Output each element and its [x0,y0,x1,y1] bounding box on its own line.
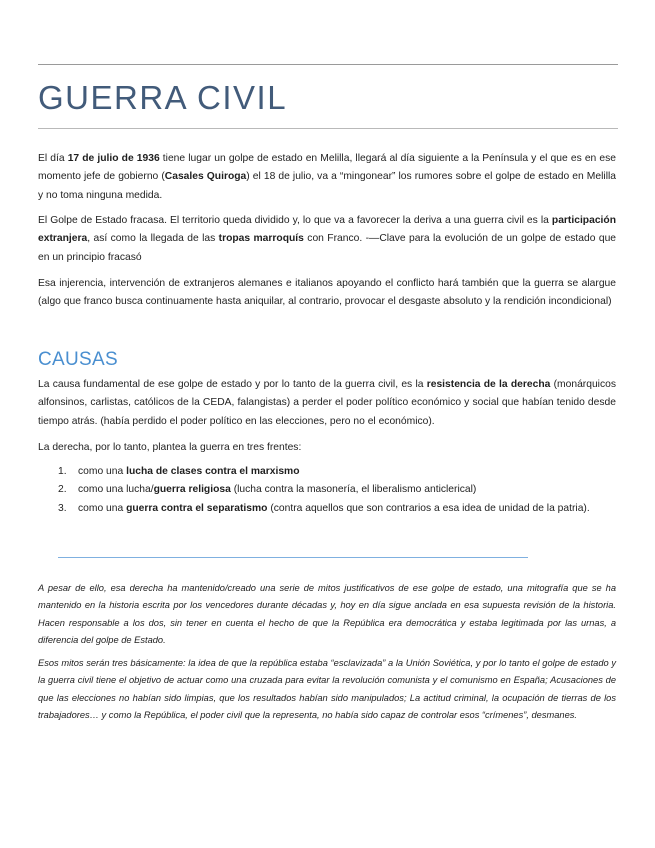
list-item-number: 1. [58,466,67,477]
paragraph-fracaso: El Golpe de Estado fracasa. El territorio queda dividido y, lo que va a favorecer la deriva a una guerra civil es la participación extranjera, así como la llegada de las tropas marroquís con Franco. -—Clave para la evolución de un golpe de estado que en un principio fracasó [38,215,617,263]
list-item [38,481,616,499]
section-heading-causas: CAUSAS [38,349,118,370]
list-item-number: 3. [58,502,67,514]
paragraph-tres-frentes: La derecha, por lo tanto, plantea la guerra en tres frentes: [38,442,302,453]
frentes-list [38,463,616,518]
page-title: GUERRA CIVIL [38,79,288,116]
italic-paragraph-mitos: A pesar de ello, esa derecha ha mantenido/creado una serie de mitos justificativos de ese golpe de estado, una mitografía que se ha mantenido en la historia escrita por los vencedores durante décadas y, hoy en día sigue anclada en esa supuesta revisión de la historia. Hacen responsable a los dos, sin tener en cuenta el hecho de que la República era democrática y estaba legitimada por las urnas, a diferencia del golpe de Estado. [38,583,616,646]
list-item-text: como una lucha/guerra religiosa (lucha contra la masonería, el liberalismo anticlerical) [78,484,477,496]
title-underline [38,128,618,129]
paragraph-injerencia: Esa injerencia, intervención de extranjeros alemanes e italianos apoyando el conflicto hará también que la guerra se alargue (algo que franco busca continuamente hasta aniquilar, al contrario, provocar el desgaste absoluto y la rendición incondicional) [38,278,616,308]
paragraph-golpe: El día 17 de julio de 1936 tiene lugar un golpe de estado en Melilla, llegará al día siguiente a la Península y el que es en ese momento jefe de gobierno (Casales Quiroga) el 18 de julio, va a “mingonear” los rumores sobre el golpe de estado en Melilla y no toma ninguna medida. [38,153,616,201]
list-item-text: como una lucha de clases contra el marxismo [78,466,300,477]
paragraph-causa-fundamental: La causa fundamental de ese golpe de estado y por lo tanto de la guerra civil, es la resistencia de la derecha (monárquicos alfonsinos, carlistas, católicos de la CEDA, falangistas) a perder el poder político económico y social que habían tenido desde tiempo atrás. (había perdido el poder político en las elecciones, pero no el económico). [38,379,616,427]
list-item [38,463,616,481]
section-divider [58,557,528,558]
list-item-number: 2. [58,484,67,496]
italic-paragraph-tres-mitos: Esos mitos serán tres básicamente: la idea de que la república estaba “esclavizada” a la Unión Soviética, y por lo tanto el golpe de estado y la guerra civil tiene el objetivo de actuar como una cruzada para evitar la revolución comunista y el comunismo en España; Acusaciones de que las elecciones no habían sido limpias, que los resultados habían sido manipulados; La actitud criminal, la ocupación de tierras de los trabajadores… y como la República, el poder civil que la representa, no había sido capaz de controlar esos “crímenes”, desmanes. [38,658,616,721]
top-rule [38,64,618,65]
list-item [38,500,616,518]
list-item-text: como una guerra contra el separatismo (contra aquellos que son contrarios a esa idea de unidad de la patria). [78,502,590,514]
